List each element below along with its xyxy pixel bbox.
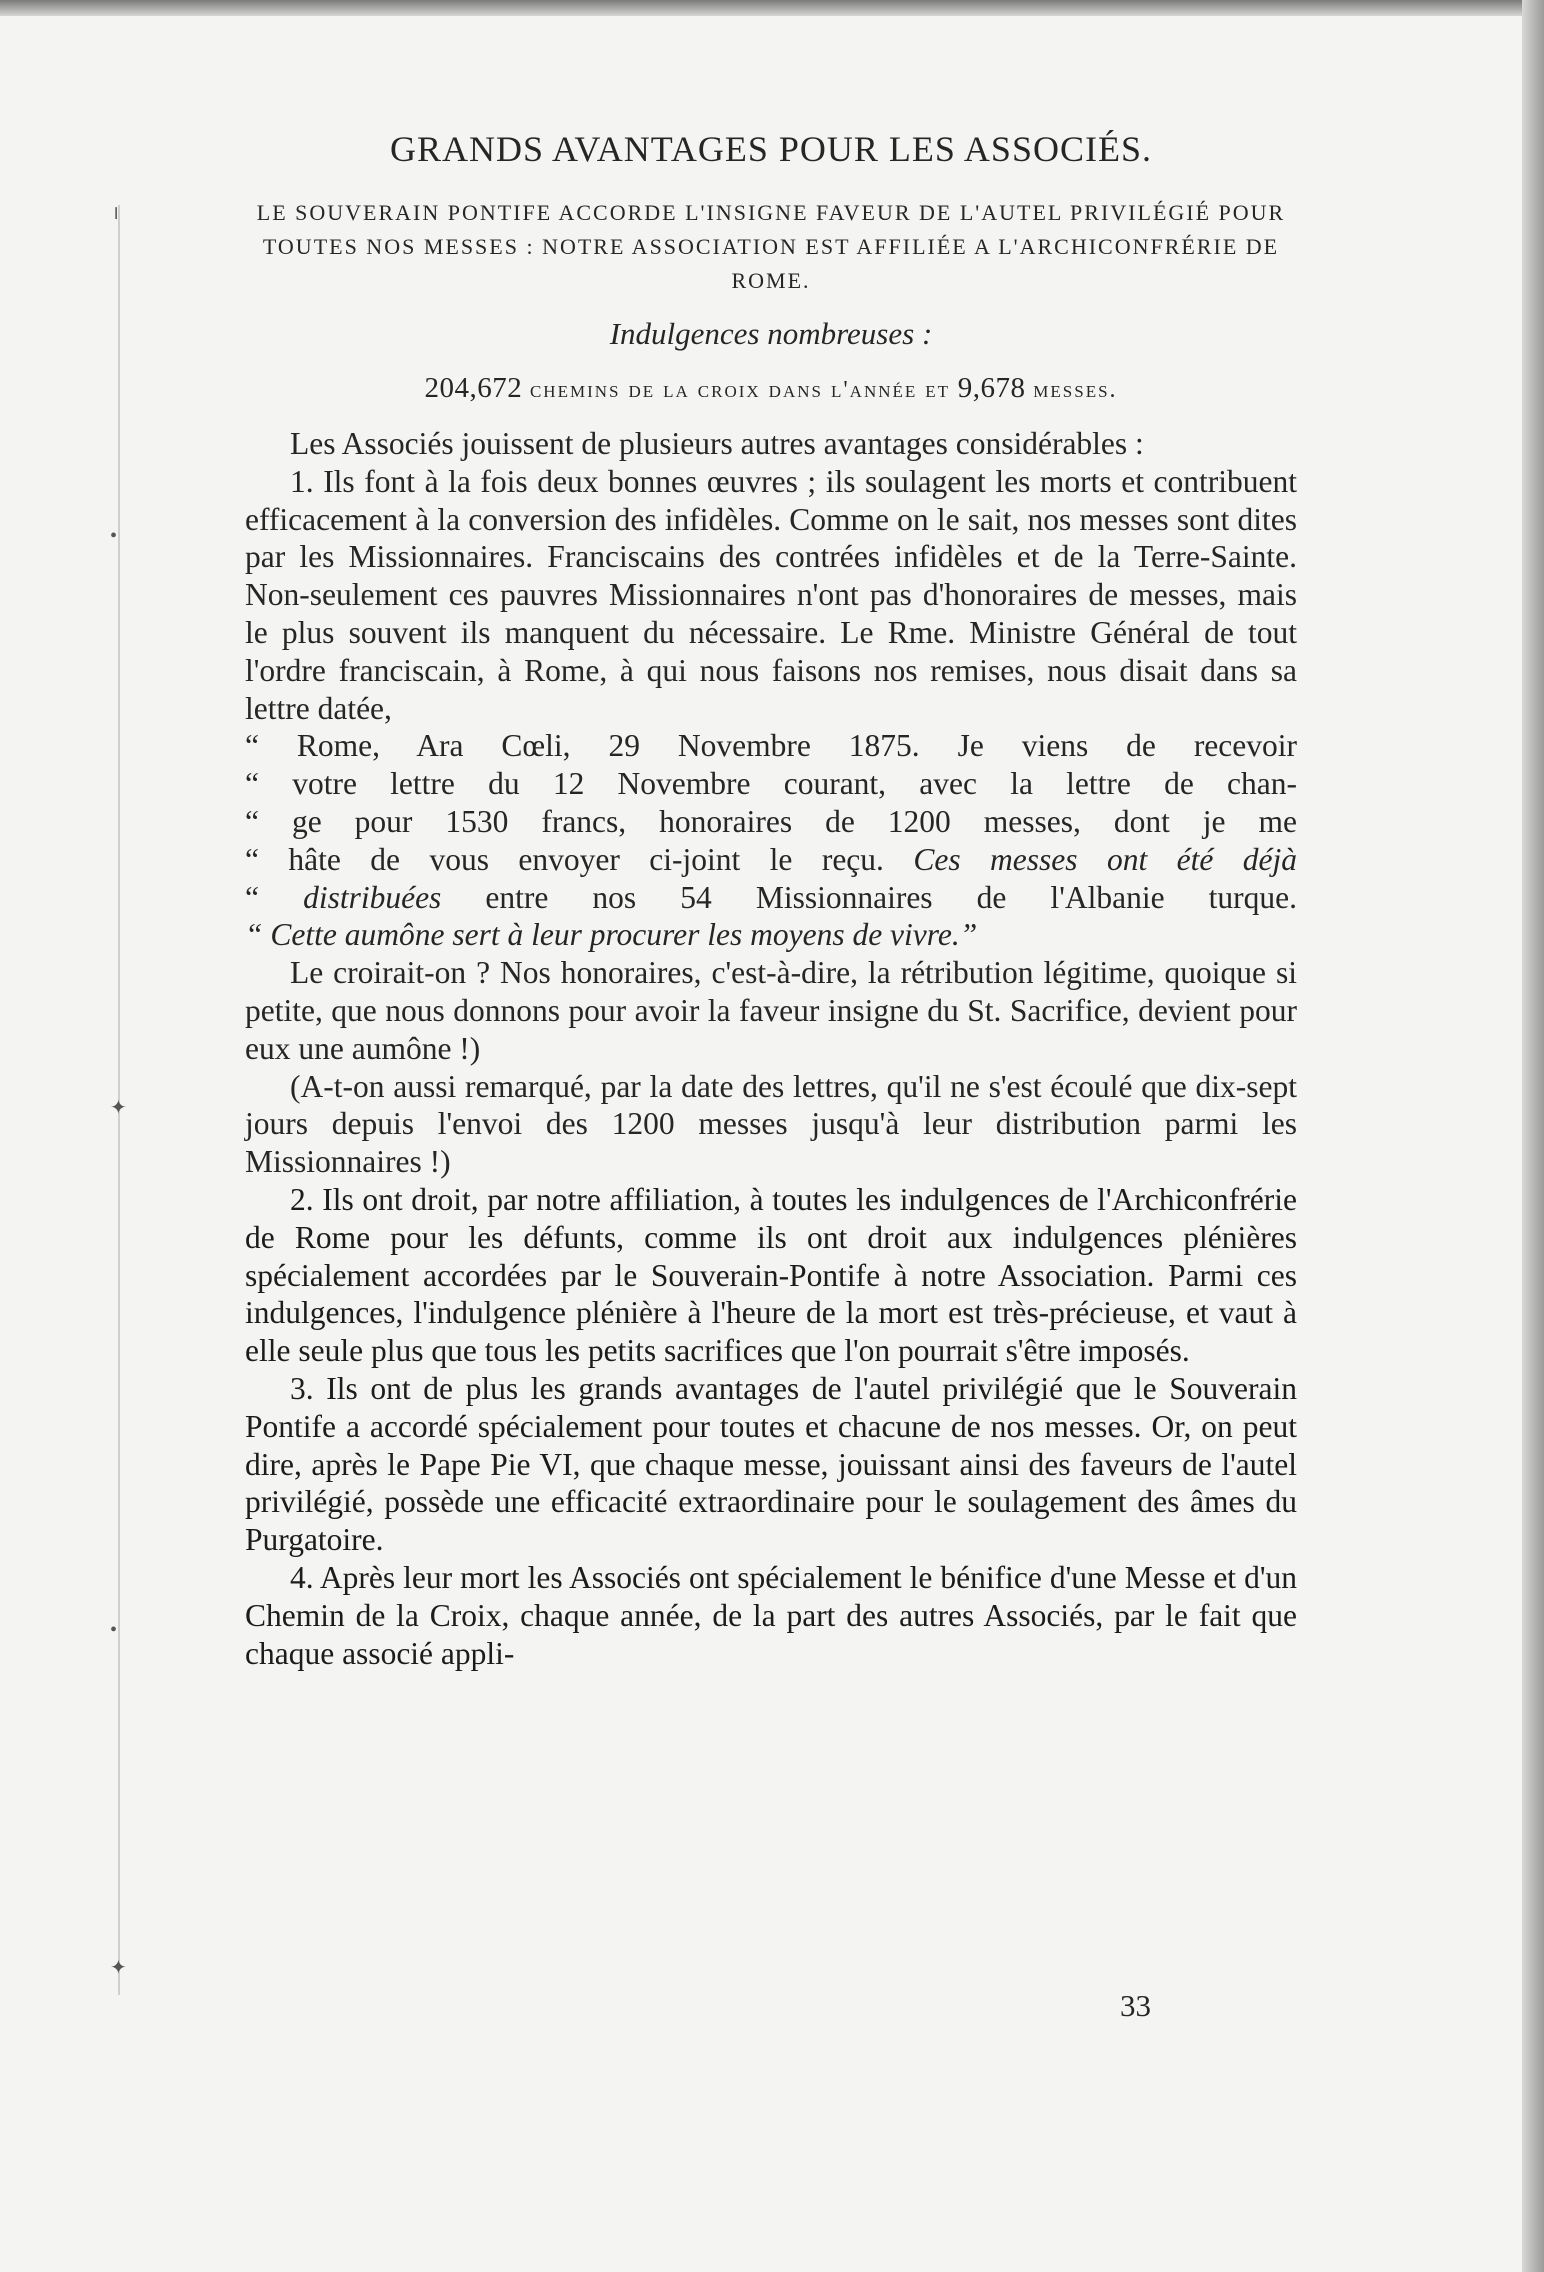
chemins-label: chemins de la croix dans l'année et bbox=[529, 377, 951, 403]
quote-line bbox=[245, 916, 1297, 954]
quote-line: “ Rome, Ara Cœli, 29 Novembre 1875. Je viens de recevoir bbox=[245, 728, 1297, 764]
section-subtitle: LE SOUVERAIN PONTIFE ACCORDE L'INSIGNE FAVEUR DE L'AUTEL PRIVILÉGIÉ POUR TOUTES NOS MESSES : NOTRE ASSOCIATION EST AFFILIÉE A L'ARCHICONFRÉRIE DE ROME. bbox=[256, 200, 1286, 293]
quote-line bbox=[245, 841, 1297, 879]
quote-mark: “ bbox=[245, 879, 259, 915]
page-text bbox=[245, 128, 1297, 1672]
page-title: GRANDS AVANTAGES POUR LES ASSOCIÉS. bbox=[390, 129, 1152, 169]
quote-italic: Ces messes ont été déjà bbox=[913, 841, 1298, 877]
quote-text: “ hâte de vous envoyer ci-joint le reçu. bbox=[245, 841, 884, 877]
margin-mark: ╵ bbox=[110, 209, 123, 231]
quote-line: “ votre lettre du 12 Novembre courant, avec la lettre de chan- bbox=[245, 766, 1297, 802]
paragraph-5: 3. Ils ont de plus les grands avantages de l'autel privilégié que le Souverain Pontife a accordé spécialement pour toutes et chacune de nos messes. Or, on peut dire, après le Pape Pie VI, que chaque messe, jouissant ainsi des faveurs de l'autel privilégié, possède une efficacité extraordinaire pour le soulagement des âmes du Purgatoire. bbox=[245, 1370, 1297, 1558]
scan-top-edge bbox=[0, 0, 1544, 16]
quote-line: “ ge pour 1530 francs, honoraires de 1200 messes, dont je me bbox=[245, 803, 1297, 839]
page-number: 33 bbox=[1120, 1988, 1151, 2023]
scan-right-edge bbox=[1522, 0, 1544, 2272]
paragraph-2: Le croirait-on ? Nos honoraires, c'est-à-dire, la rétribution légitime, quoique si petite, que nous donnons pour avoir la faveur insigne du St. Sacrifice, devient pour eux une aumône !) bbox=[245, 955, 1297, 1066]
margin-mark: • bbox=[110, 525, 118, 547]
quote-line bbox=[245, 879, 1297, 917]
margin-mark: ✦ bbox=[110, 1957, 127, 1979]
indulgences-heading: Indulgences nombreuses : bbox=[609, 316, 933, 351]
paragraph-3: (A-t-on aussi remarqué, par la date des lettres, qu'il ne s'est écoulé que dix-sept jours depuis l'envoi des 1200 messes jusqu'à leur distribution parmi les Missionnaires !) bbox=[245, 1068, 1297, 1180]
stats-line bbox=[245, 372, 1297, 405]
quote-italic: “ Cette aumône sert à leur procurer les moyens de vivre.” bbox=[245, 917, 978, 953]
paragraph-1: 1. Ils font à la fois deux bonnes œuvres ; ils soulagent les morts et contribuent efficacement à la conversion des infidèles. Comme on le sait, nos messes sont dites par les Missionnaires. Franciscains des contrées infidèles et de la Terre-Sainte. Non-seulement ces pauvres Missionnaires n'ont pas d'honoraires de messes, mais le plus souvent ils manquent du nécessaire. Le Rme. Ministre Général de tout l'ordre franciscain, à Rome, à qui nous faisons nos remises, nous disait dans sa lettre datée, bbox=[245, 463, 1297, 726]
margin-mark: • bbox=[110, 1619, 118, 1641]
chemins-count: 204,672 bbox=[424, 372, 523, 404]
paragraph-6: 4. Après leur mort les Associés ont spécialement le bénifice d'une Messe et d'un Chemin de la Croix, chaque année, de la part des autres Associés, par le fait que chaque associé appli- bbox=[245, 1559, 1297, 1671]
quote-text: entre nos 54 Missionnaires de l'Albanie turque. bbox=[485, 879, 1297, 915]
paragraph-4: 2. Ils ont droit, par notre affiliation, à toutes les indulgences de l'Archiconfrérie de Rome pour les défunts, comme ils ont droit aux indulgences plénières spécialement accordées par le Souverain-Pontife à notre Association. Parmi ces indulgences, l'indulgence plénière à l'heure de la mort est très-précieuse, et vaut à elle seule plus que tous les petits sacrifices que l'on pourrait s'être imposés. bbox=[245, 1181, 1297, 1369]
intro-paragraph: Les Associés jouissent de plusieurs autres avantages considérables : bbox=[290, 426, 1144, 461]
quote-italic: distribuées bbox=[303, 879, 442, 915]
margin-mark: ✦ bbox=[110, 1097, 127, 1119]
messes-count: 9,678 bbox=[957, 372, 1026, 404]
messes-label: messes. bbox=[1033, 377, 1118, 403]
